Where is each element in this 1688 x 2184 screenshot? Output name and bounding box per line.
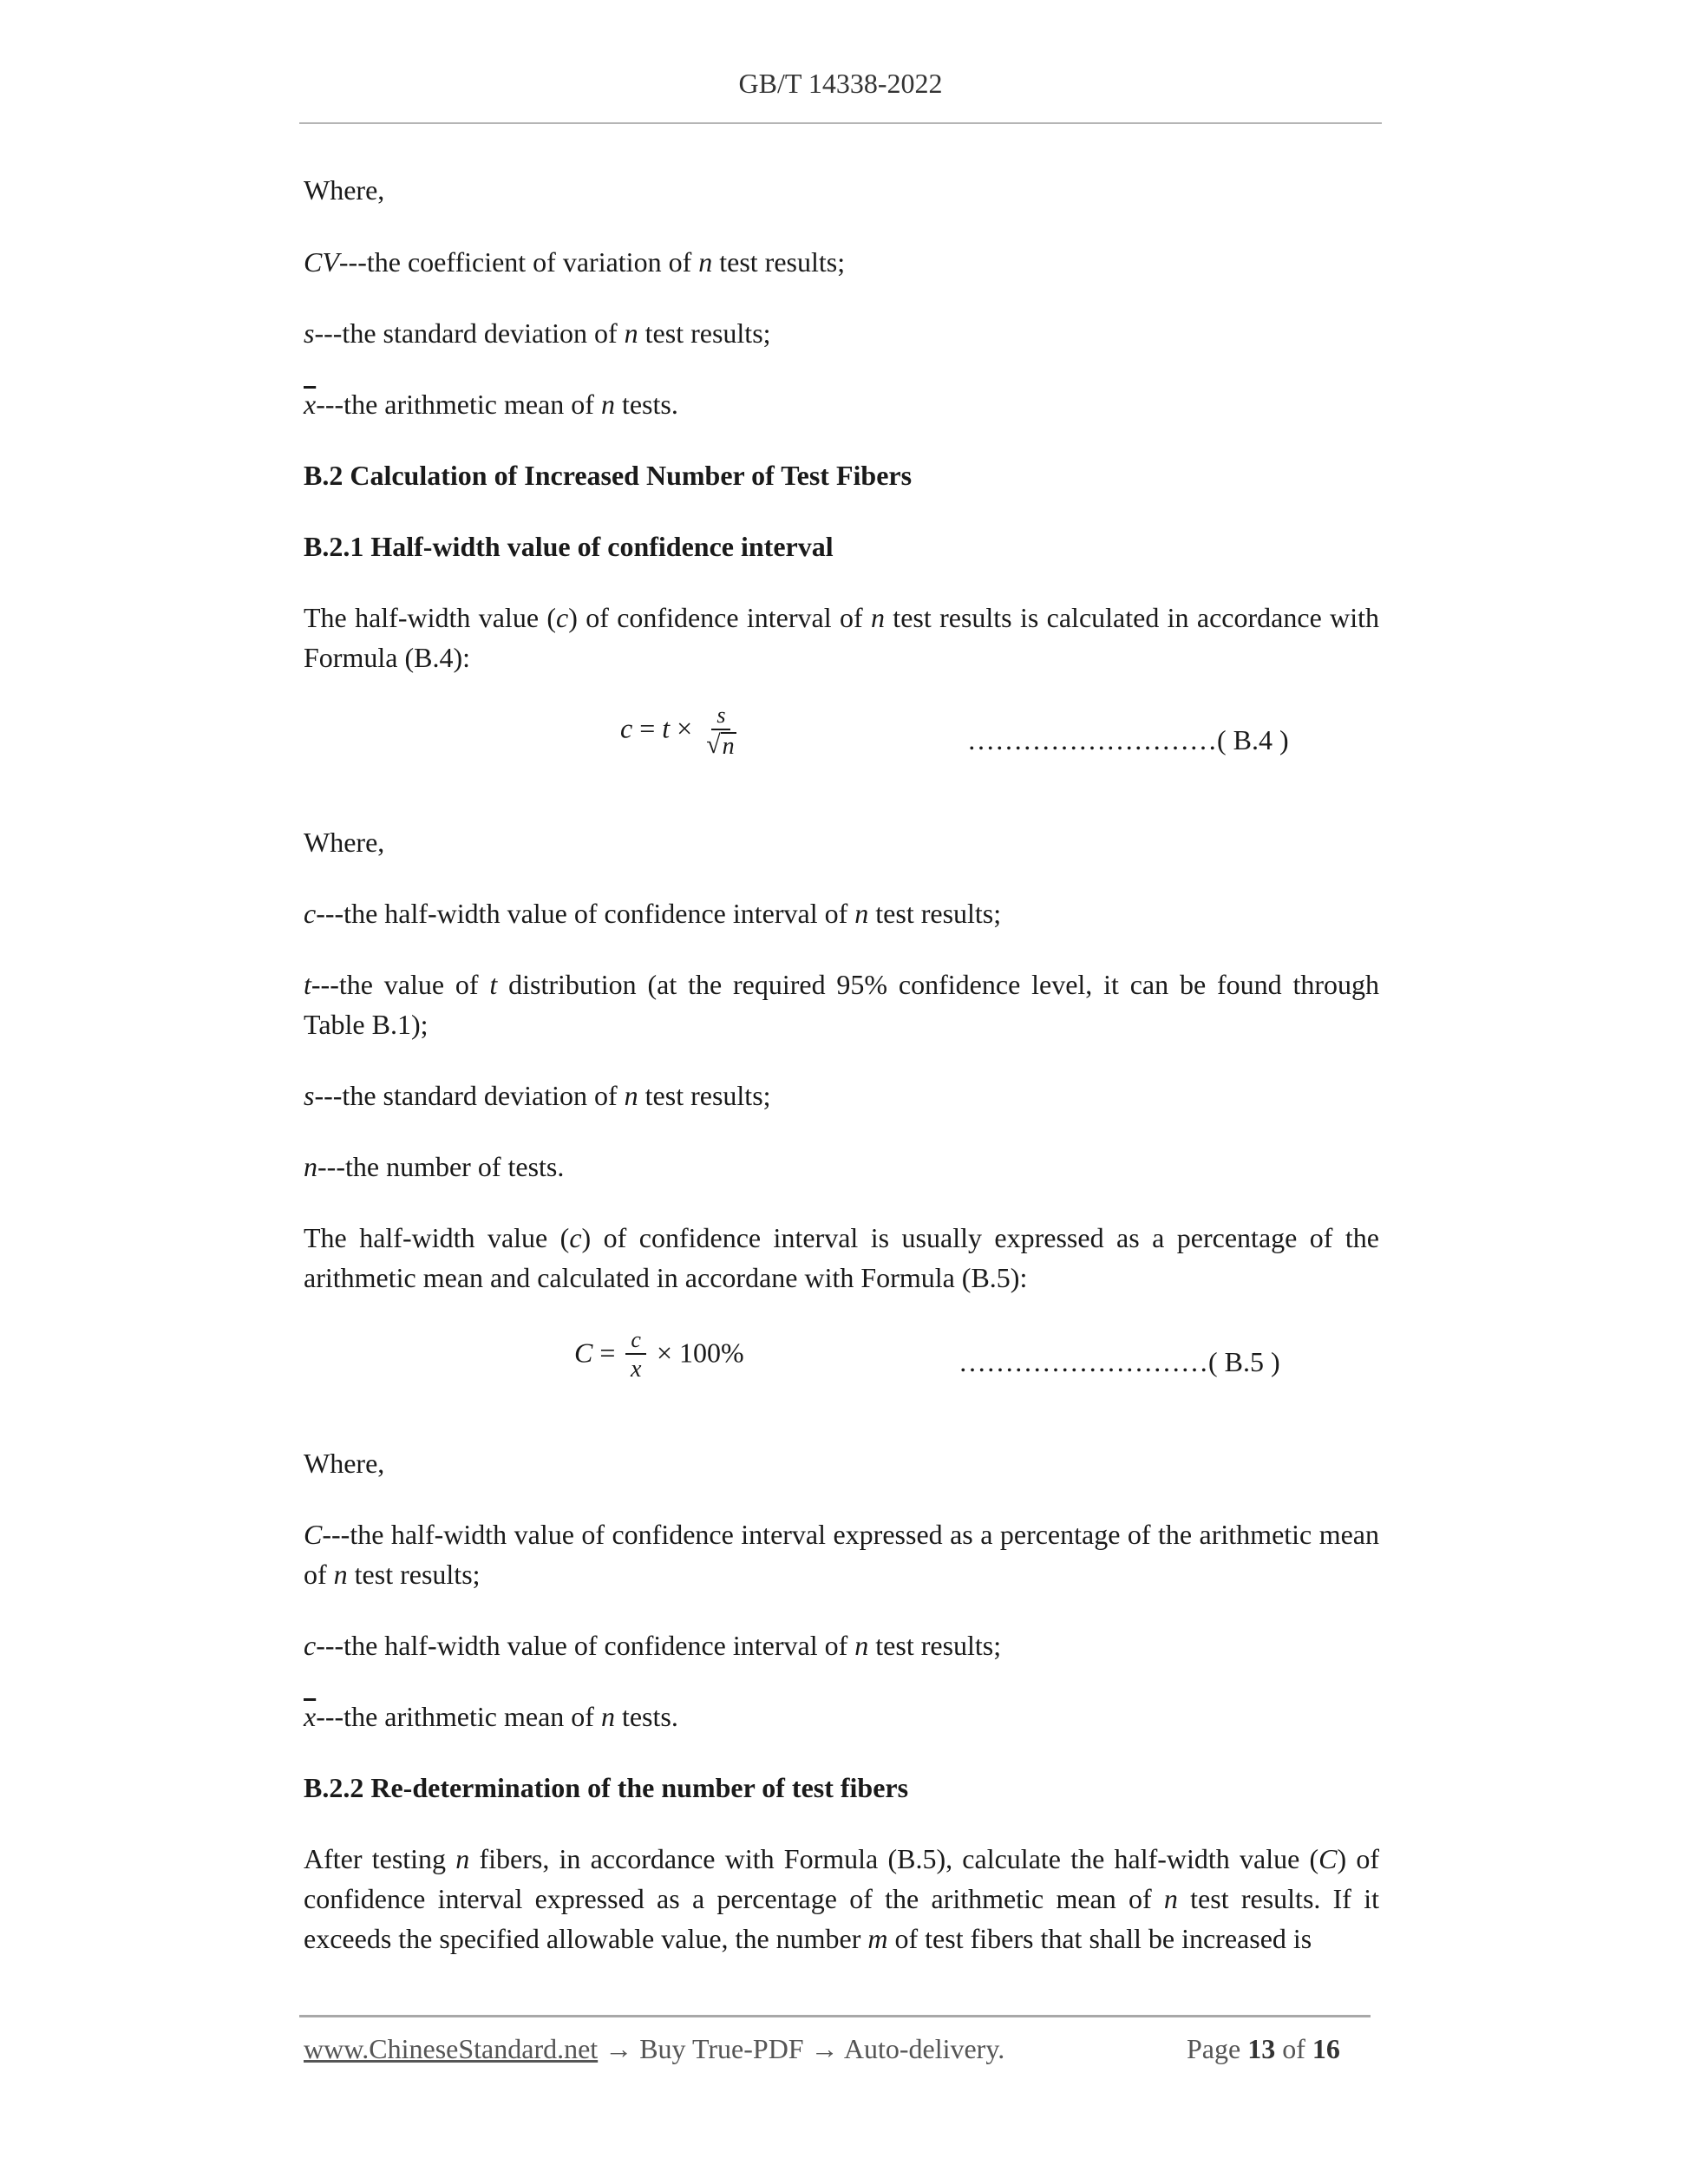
- of-label: of: [1282, 2033, 1305, 2064]
- definition-text: test results;: [638, 317, 771, 349]
- symbol-n: n: [304, 1151, 317, 1182]
- symbol-n: n: [333, 1559, 348, 1590]
- symbol-n: n: [870, 602, 885, 633]
- sqrt-argument: n: [722, 733, 735, 760]
- symbol-n: n: [854, 1630, 869, 1661]
- symbol-t: t: [489, 969, 498, 1000]
- definition-c: [304, 893, 1379, 933]
- website-link[interactable]: www.ChineseStandard.net: [304, 2033, 599, 2064]
- symbol-s: s: [304, 317, 315, 349]
- symbol-c: c: [304, 898, 317, 929]
- paragraph-text: The half-width value (: [304, 602, 557, 633]
- definition-text: test results;: [868, 1630, 1002, 1661]
- heading-b21: B.2.1 Half-width value of confidence interval: [304, 531, 834, 562]
- page-number: 13: [1247, 2033, 1276, 2064]
- definition-text: test results;: [868, 898, 1002, 929]
- definition-text: ---the number of tests.: [317, 1151, 565, 1182]
- formula-lhs: c: [620, 712, 633, 744]
- page-indicator: [1187, 2033, 1340, 2065]
- sqrt-icon: √: [706, 730, 721, 759]
- paragraph-text: of test fibers that shall be increased is: [887, 1923, 1312, 1954]
- auto-delivery-text: Auto-delivery.: [843, 2033, 1005, 2064]
- formula-t: t: [662, 712, 671, 744]
- paragraph-text: test results is calculated in accordance with Formula (B.4):: [304, 602, 1380, 673]
- definition-C: [304, 1514, 1379, 1594]
- definition-text: tests.: [614, 389, 678, 420]
- fraction-denominator: x: [630, 1356, 642, 1383]
- definition-text: ---the arithmetic mean of: [316, 389, 601, 420]
- symbol-s: s: [304, 1080, 315, 1111]
- paragraph-text: ) of confidence interval of: [568, 602, 871, 633]
- formula-fraction: [625, 1327, 646, 1384]
- symbol-C: C: [1318, 1843, 1338, 1874]
- fraction-denominator: [703, 730, 739, 760]
- paragraph-b21-intro: [304, 598, 1379, 677]
- definition-text: test results;: [638, 1080, 771, 1111]
- heading-b22: B.2.2 Re-determination of the number of test fibers: [304, 1772, 909, 1803]
- header-rule: [299, 122, 1382, 124]
- page-total: 16: [1312, 2033, 1340, 2064]
- where-label: Where,: [304, 174, 385, 206]
- formula-equals: =: [599, 1337, 616, 1369]
- formula-lhs: C: [574, 1337, 593, 1369]
- definition-text: test results;: [712, 246, 846, 278]
- symbol-c: c: [556, 602, 569, 633]
- symbol-m: m: [867, 1923, 888, 1954]
- definition-xbar: [304, 384, 1379, 424]
- definition-s: [304, 313, 1379, 353]
- paragraph-percentage: [304, 1218, 1379, 1298]
- symbol-n: n: [600, 1701, 615, 1732]
- paragraph-text: fibers, in accordance with Formula (B.5), calculate the half-width value (: [469, 1843, 1319, 1874]
- where-label: Where,: [304, 827, 385, 858]
- definition-text: ---the half-width value of confidence interval of: [316, 1630, 855, 1661]
- definition-text: ---the standard deviation of: [314, 317, 625, 349]
- definition-s: [304, 1076, 1379, 1115]
- symbol-n: n: [854, 898, 869, 929]
- definition-c: [304, 1625, 1379, 1665]
- definition-text: ---the half-width value of confidence interval expressed as a percentage of the arithmetic mean of: [304, 1519, 1379, 1590]
- definition-cv: [304, 242, 1379, 282]
- paragraph-b22: [304, 1839, 1379, 1958]
- definition-text: distribution (at the required 95% confidence level, it can be found through Table B.1);: [304, 969, 1380, 1040]
- fraction-numerator: c: [625, 1327, 646, 1355]
- definition-text: ---the value of: [311, 969, 490, 1000]
- formula-percent: × 100%: [656, 1337, 744, 1369]
- symbol-c: c: [569, 1222, 582, 1253]
- symbol-xbar: $\overline{x}$: [304, 389, 317, 420]
- footer-promo: [304, 2033, 1004, 2065]
- definition-n: [304, 1147, 1379, 1187]
- paragraph-text: test results. If it exceeds the specified allowable value, the number: [304, 1883, 1380, 1954]
- paragraph-text: ) of confidence interval is usually expressed as a percentage of the arithmetic mean and calculated in accordane with Formula (B.5):: [304, 1222, 1380, 1293]
- definition-text: ---the half-width value of confidence interval of: [316, 898, 855, 929]
- formula-b4-number: ………………………( B.4 ): [967, 724, 1289, 755]
- symbol-C: C: [304, 1519, 323, 1550]
- formula-b4: [620, 703, 743, 760]
- symbol-n: n: [698, 246, 713, 278]
- paragraph-text: After testing: [304, 1843, 456, 1874]
- where-label: Where,: [304, 1448, 385, 1479]
- paragraph-text: ) of confidence interval expressed as a percentage of the arithmetic mean of: [304, 1843, 1380, 1914]
- definition-xbar: [304, 1697, 1379, 1736]
- formula-b5-number: ………………………( B.5 ): [958, 1346, 1280, 1377]
- symbol-n: n: [624, 1080, 638, 1111]
- symbol-cv: CV: [304, 246, 339, 278]
- formula-times: ×: [677, 712, 693, 744]
- arrow-right-icon: →: [605, 2033, 633, 2064]
- paragraph-text: The half-width value (: [304, 1222, 570, 1253]
- definition-text: tests.: [614, 1701, 678, 1732]
- footer-rule: [299, 2015, 1371, 2017]
- formula-fraction: [703, 703, 739, 760]
- arrow-right-icon: →: [810, 2033, 839, 2064]
- heading-b2: B.2 Calculation of Increased Number of Test Fibers: [304, 460, 913, 491]
- symbol-n: n: [624, 317, 638, 349]
- page-label: Page: [1187, 2033, 1241, 2064]
- buy-pdf-text: Buy True-PDF: [639, 2033, 804, 2064]
- formula-b5: [574, 1327, 744, 1384]
- definition-text: ---the coefficient of variation of: [338, 246, 699, 278]
- symbol-t: t: [304, 969, 311, 1000]
- definition-text: test results;: [347, 1559, 481, 1590]
- definition-text: ---the standard deviation of: [314, 1080, 625, 1111]
- fraction-numerator: s: [711, 703, 730, 730]
- symbol-n: n: [600, 389, 615, 420]
- definition-t: [304, 964, 1379, 1044]
- symbol-n: n: [455, 1843, 470, 1874]
- definition-text: ---the arithmetic mean of: [316, 1701, 601, 1732]
- page-header: GB/T 14338-2022: [738, 68, 943, 99]
- symbol-n: n: [1163, 1883, 1178, 1914]
- symbol-c: c: [304, 1630, 317, 1661]
- symbol-xbar: $\overline{x}$: [304, 1701, 317, 1732]
- formula-equals: =: [639, 712, 656, 744]
